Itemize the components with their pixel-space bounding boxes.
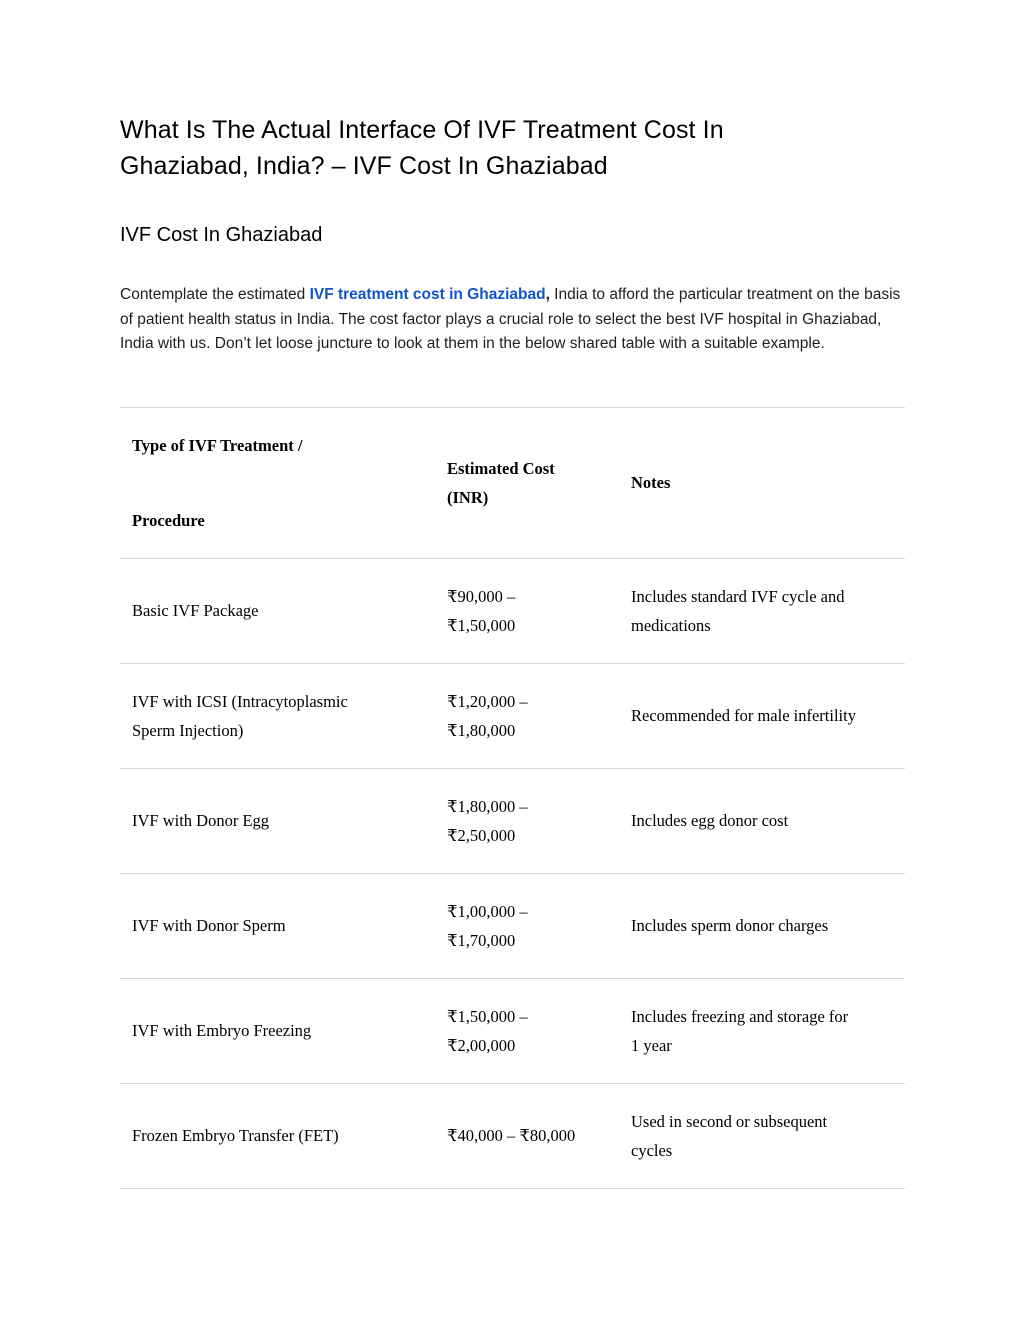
cost-line: ₹1,70,000 bbox=[447, 930, 516, 950]
cost-line: ₹1,50,000 – bbox=[447, 1006, 528, 1026]
notes-cell: Includes egg donor cost bbox=[631, 811, 789, 830]
cost-line: ₹1,80,000 bbox=[447, 720, 516, 740]
intro-comma: , bbox=[545, 286, 550, 303]
ivf-cost-table bbox=[120, 407, 905, 1189]
cost-cell bbox=[435, 558, 619, 663]
treatment-cell: Basic IVF Package bbox=[132, 601, 259, 620]
intro-paragraph bbox=[120, 283, 905, 357]
cost-cell bbox=[435, 1083, 619, 1188]
table-header-row bbox=[120, 407, 905, 558]
header-cost-line1: Estimated Cost bbox=[447, 458, 555, 478]
document-page bbox=[120, 0, 905, 1269]
table-row bbox=[120, 978, 905, 1083]
table-row bbox=[120, 873, 905, 978]
treatment-cell: IVF with Donor Sperm bbox=[132, 916, 286, 935]
cost-cell bbox=[435, 663, 619, 768]
page-title: What Is The Actual Interface Of IVF Treatment Cost In Ghaziabad, India? – IVF Cost In Ghaziabad bbox=[120, 116, 724, 180]
table-row bbox=[120, 558, 905, 663]
header-cost bbox=[435, 407, 619, 558]
ivf-treatment-cost-link[interactable]: IVF treatment cost in Ghaziabad bbox=[309, 286, 546, 303]
cost-line: ₹1,00,000 – bbox=[447, 901, 528, 921]
cost-cell bbox=[435, 768, 619, 873]
notes-cell: Used in second or subsequent cycles bbox=[631, 1111, 828, 1160]
cost-line: ₹90,000 – bbox=[447, 586, 516, 606]
cost-line: ₹1,20,000 – bbox=[447, 691, 528, 711]
cost-line: ₹2,50,000 bbox=[447, 825, 516, 845]
cost-line: ₹1,50,000 bbox=[447, 615, 516, 635]
cost-line: ₹40,000 – ₹80,000 bbox=[447, 1126, 576, 1145]
header-treatment-line2: Procedure bbox=[132, 510, 205, 530]
table-row bbox=[120, 663, 905, 768]
table-row bbox=[120, 768, 905, 873]
notes-cell: Includes freezing and storage for 1 year bbox=[631, 1006, 849, 1055]
intro-text-before: Contemplate the estimated bbox=[120, 286, 310, 303]
notes-cell: Includes sperm donor charges bbox=[631, 916, 829, 935]
header-treatment-line1: Type of IVF Treatment / bbox=[132, 435, 303, 455]
section-heading: IVF Cost In Ghaziabad bbox=[120, 224, 323, 246]
cost-line: ₹2,00,000 bbox=[447, 1035, 516, 1055]
treatment-cell: IVF with ICSI (Intracytoplasmic Sperm Injection) bbox=[132, 691, 348, 740]
cost-line: ₹1,80,000 – bbox=[447, 796, 528, 816]
header-treatment bbox=[120, 407, 435, 558]
header-notes: Notes bbox=[631, 473, 671, 492]
treatment-cell: Frozen Embryo Transfer (FET) bbox=[132, 1126, 339, 1145]
notes-cell: Includes standard IVF cycle and medications bbox=[631, 586, 845, 635]
treatment-cell: IVF with Embryo Freezing bbox=[132, 1021, 312, 1040]
intro-text-after: India to afford the particular treatment on the basis of patient health status in India. The cost factor plays a crucial role to select the best IVF hospital in Ghaziabad, India with us. Don’t let loose juncture to look at them in the below shared table with a suitable example. bbox=[120, 286, 901, 352]
table-row bbox=[120, 1083, 905, 1188]
treatment-cell: IVF with Donor Egg bbox=[132, 811, 270, 830]
cost-cell bbox=[435, 978, 619, 1083]
notes-cell: Recommended for male infertility bbox=[631, 706, 856, 725]
cost-cell bbox=[435, 873, 619, 978]
header-cost-line2: (INR) bbox=[447, 487, 489, 507]
